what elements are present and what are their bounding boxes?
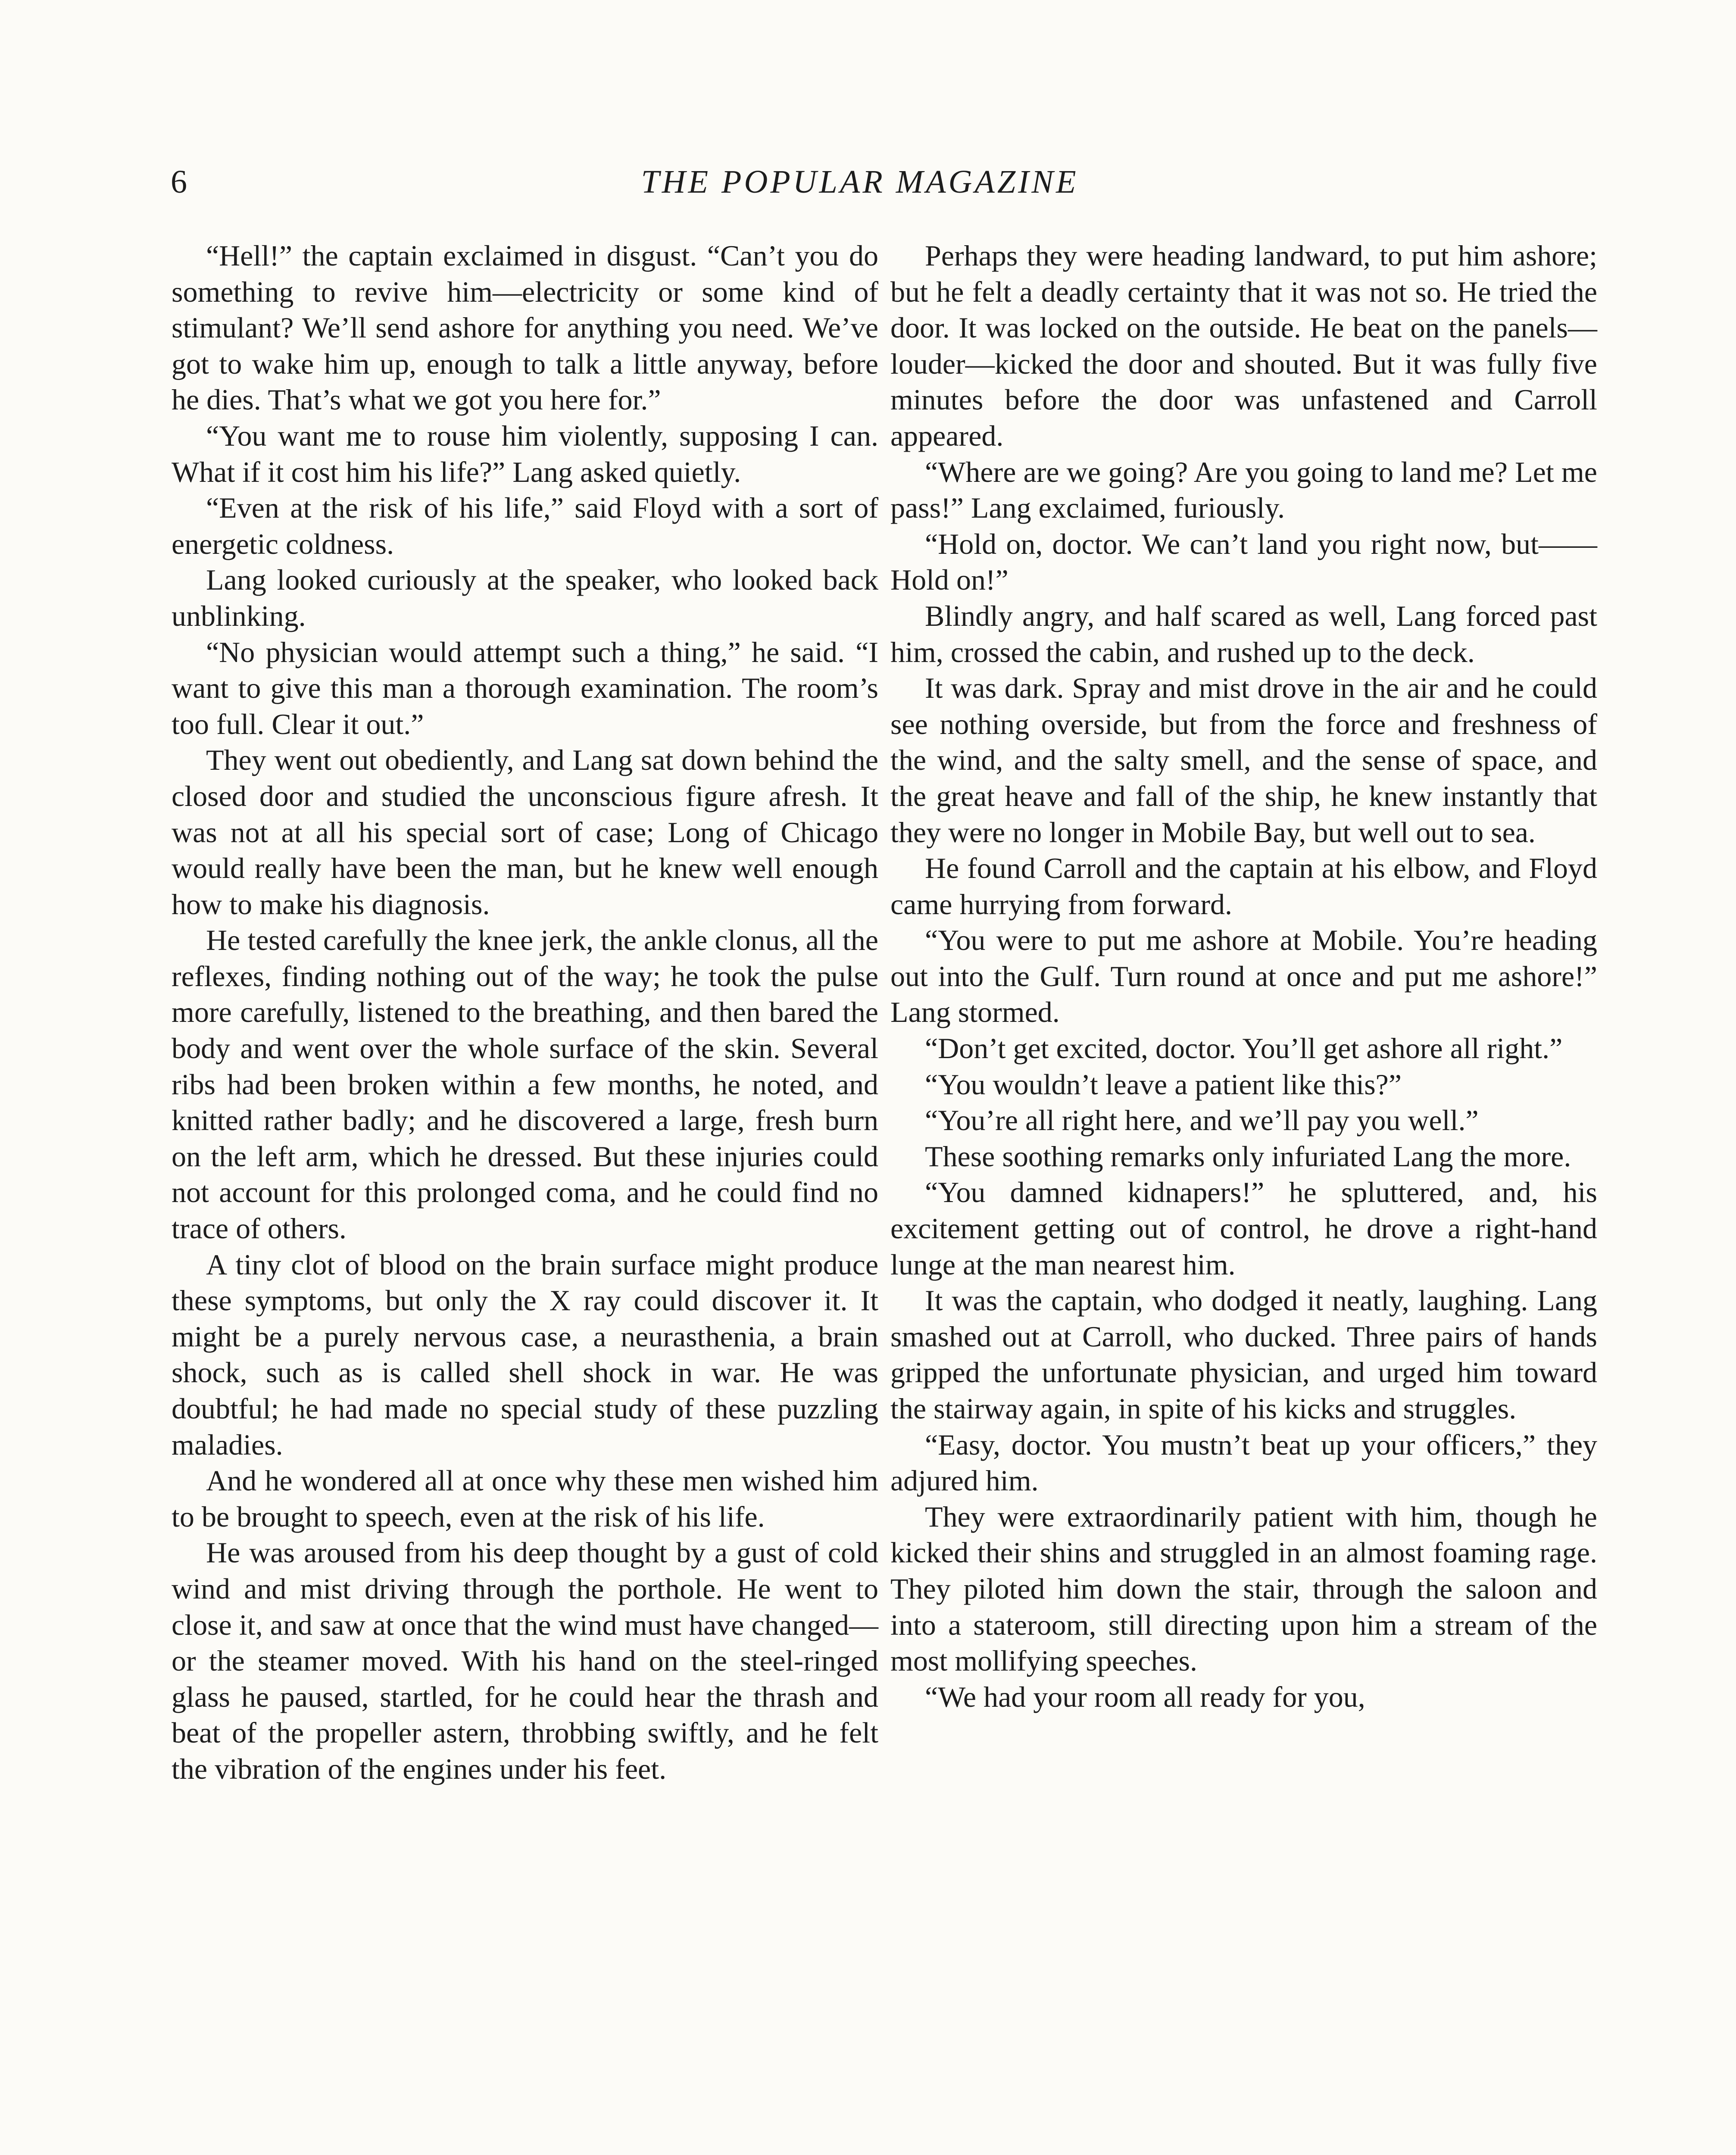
paragraph: “No physician would attempt such a thing,” he said. “I want to give this man a thorough examination. The room’s too full. Clear it out.” <box>172 635 878 740</box>
paragraph: “Easy, doctor. You mustn’t beat up your officers,” they adjured him. <box>890 1428 1597 1497</box>
paragraph: “We had your room all ready for you, <box>925 1680 1365 1713</box>
paragraph: He was aroused from his deep thought by a gust of cold wind and mist driving through the porthole. He went to close it, and saw at once that the wind must have changed—or the steamer moved. With his hand on the steel-ringed glass he paused, startled, for he could hear the thrash and beat of the propeller astern, throbbing swiftly, and he felt the vibration of the engines under his feet. <box>172 1536 878 1785</box>
paragraph: “Don’t get excited, doctor. You’ll get ashore all right.” <box>925 1032 1563 1065</box>
paragraph: And he wondered all at once why these men wished him to be brought to speech, even at the risk of his life. <box>172 1464 878 1533</box>
paragraph: “You wouldn’t leave a patient like this?” <box>925 1068 1402 1101</box>
paragraph: Blindly angry, and half scared as well, Lang forced past him, crossed the cabin, and rushed up to the deck. <box>890 599 1597 668</box>
paragraph: “You want me to rouse him violently, supposing I can. What if it cost him his life?” Lang asked quietly. <box>172 419 878 488</box>
running-head: THE POPULAR MAGAZINE <box>641 164 1079 200</box>
paragraph: They went out obediently, and Lang sat down behind the closed door and studied the unconscious figure afresh. It was not at all his special sort of case; Long of Chicago would really have been the man, but he knew well enough how to make his diagnosis. <box>172 743 878 921</box>
page-number: 6 <box>171 164 187 200</box>
paragraph: He found Carroll and the captain at his elbow, and Floyd came hurrying from forward. <box>890 852 1597 921</box>
paragraph: “Hell!” the captain exclaimed in disgust. “Can’t you do something to revive him—electricity or some kind of stimulant? We’ll send ashore for anything you need. We’ve got to wake him up, enough to talk a little anyway, before he dies. That’s what we got you here for.” <box>172 239 878 416</box>
left-column <box>172 238 878 1787</box>
paragraph: Lang looked curiously at the speaker, who looked back unblinking. <box>172 563 878 632</box>
paragraph: These soothing remarks only infuriated Lang the more. <box>925 1140 1571 1173</box>
paragraph: “Hold on, doctor. We can’t land you right now, but—— Hold on!” <box>890 527 1597 597</box>
paragraph: “You’re all right here, and we’ll pay you well.” <box>925 1104 1479 1137</box>
paragraph: “Where are we going? Are you going to land me? Let me pass!” Lang exclaimed, furiously. <box>890 455 1597 525</box>
paragraph: They were extraordinarily patient with him, though he kicked their shins and struggled in an almost foaming rage. They piloted him down the stair, through the saloon and into a stateroom, still directing upon him a stream of the most mollifying speeches. <box>890 1500 1597 1677</box>
paragraph: It was the captain, who dodged it neatly, laughing. Lang smashed out at Carroll, who ducked. Three pairs of hands gripped the unfortunate physician, and urged him toward the stairway again, in spite of his kicks and struggles. <box>890 1284 1597 1425</box>
paragraph: “You damned kidnapers!” he spluttered, and, his excitement getting out of control, he drove a right-hand lunge at the man nearest him. <box>890 1176 1597 1281</box>
paragraph: “You were to put me ashore at Mobile. You’re heading out into the Gulf. Turn round at once and put me ashore!” Lang stormed. <box>890 924 1597 1029</box>
paragraph: A tiny clot of blood on the brain surface might produce these symptoms, but only the X ray could discover it. It might be a purely nervous case, a neurasthenia, a brain shock, such as is called shell shock in war. He was doubtful; he had made no special study of these puzzling maladies. <box>172 1248 878 1461</box>
paragraph: Perhaps they were heading landward, to put him ashore; but he felt a deadly certainty that it was not so. He tried the door. It was locked on the outside. He beat on the panels—louder—kicked the door and shouted. But it was fully five minutes before the door was unfastened and Carroll appeared. <box>890 239 1597 452</box>
paragraph: “Even at the risk of his life,” said Floyd with a sort of energetic coldness. <box>172 491 878 560</box>
paragraph: He tested carefully the knee jerk, the ankle clonus, all the reflexes, finding nothing out of the way; he took the pulse more carefully, listened to the breathing, and then bared the body and went over the whole surface of the skin. Several ribs had been broken within a few months, he noted, and knitted rather badly; and he discovered a large, fresh burn on the left arm, which he dressed. But these injuries could not account for this prolonged coma, and he could find no trace of others. <box>172 924 878 1245</box>
right-column <box>890 238 1597 1715</box>
paragraph: It was dark. Spray and mist drove in the air and he could see nothing overside, but from the force and freshness of the wind, and the salty smell, and the sense of space, and the great heave and fall of the ship, he knew instantly that they were no longer in Mobile Bay, but well out to sea. <box>890 671 1597 849</box>
